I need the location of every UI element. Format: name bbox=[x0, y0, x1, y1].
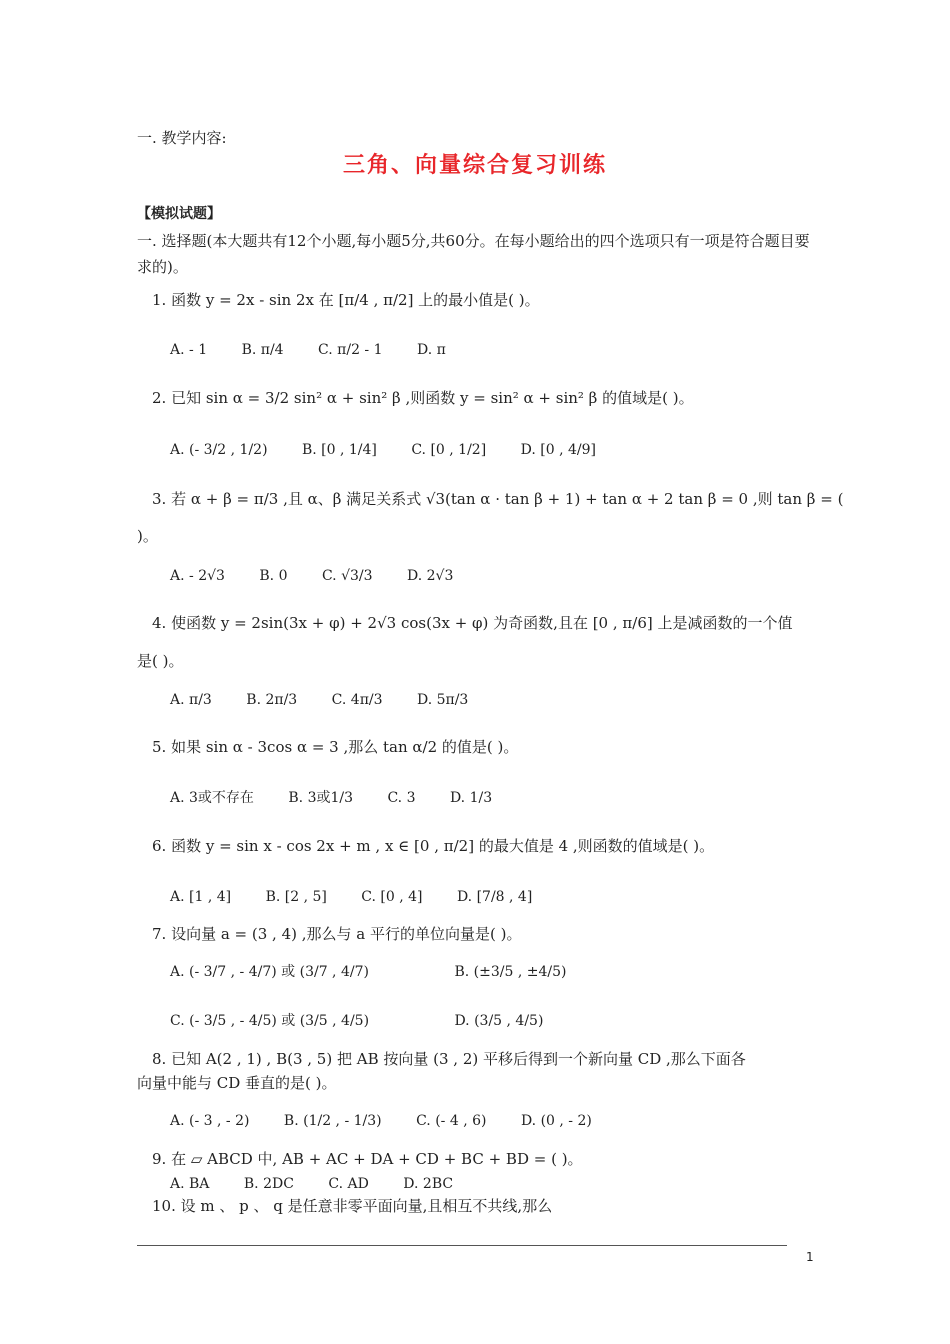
question-7-stem: 7. 设向量 a = (3 , 4) ,那么与 a 平行的单位向量是( )。 bbox=[152, 925, 522, 943]
option-d: D. 2BC bbox=[403, 1176, 454, 1192]
option-b: B. [0 , 1/4] bbox=[301, 442, 377, 458]
question-10-stem: 10. 设 m 、 p 、 q 是任意非零平面向量,且相互不共线,那么 bbox=[152, 1197, 553, 1215]
option-d: D. [7/8 , 4] bbox=[456, 889, 533, 905]
option-a: A. [1 , 4] bbox=[170, 889, 232, 905]
option-c: C. (- 4 , 6) bbox=[416, 1113, 487, 1129]
option-b: B. 3或1/3 bbox=[288, 790, 354, 806]
footer-divider bbox=[137, 1245, 787, 1246]
option-b: B. (±3/5 , ±4/5) bbox=[454, 964, 567, 980]
question-8-stem: 8. 已知 A(2 , 1) , B(3 , 5) 把 AB 按向量 (3 , 2) 平移后得到一个新向量 CD ,那么下面各 bbox=[152, 1050, 746, 1068]
question-7-options-row2 bbox=[170, 1011, 573, 1031]
option-b: B. [2 , 5] bbox=[265, 889, 327, 905]
option-c: C. AD bbox=[328, 1176, 369, 1192]
option-a: A. (- 3 , - 2) bbox=[170, 1113, 250, 1129]
option-c: C. 3 bbox=[387, 790, 416, 806]
question-3-options bbox=[170, 566, 483, 586]
option-d: D. (3/5 , 4/5) bbox=[454, 1013, 544, 1029]
option-a: A. - 1 bbox=[170, 342, 208, 358]
option-a: A. (- 3/2 , 1/2) bbox=[170, 442, 268, 458]
option-c: C. [0 , 4] bbox=[361, 889, 423, 905]
page-title: 三角、向量综合复习训练 bbox=[342, 153, 607, 178]
question-3-stem-cont: )。 bbox=[137, 527, 158, 545]
option-b: B. 2π/3 bbox=[246, 692, 298, 708]
question-9-options bbox=[170, 1174, 483, 1194]
question-4-stem: 4. 使函数 y = 2sin(3x + φ) + 2√3 cos(3x + φ) 为奇函数,且在 [0 , π/6] 上是减函数的一个值 bbox=[152, 614, 793, 632]
option-d: D. (0 , - 2) bbox=[520, 1113, 592, 1129]
question-2-stem: 2. 已知 sin α = 3/2 sin² α + sin² β ,则函数 y = sin² α + sin² β 的值域是( )。 bbox=[152, 389, 694, 407]
page-number: 1 bbox=[806, 1250, 814, 1264]
question-5-stem: 5. 如果 sin α - 3cos α = 3 ,那么 tan α/2 的值是( )。 bbox=[152, 738, 519, 756]
option-c: C. π/2 - 1 bbox=[318, 342, 383, 358]
option-d: D. 1/3 bbox=[449, 790, 493, 806]
option-a: A. π/3 bbox=[170, 692, 212, 708]
subheading: 【模拟试题】 bbox=[137, 206, 221, 222]
question-9-stem: 9. 在 ▱ ABCD 中, AB + AC + DA + CD + BC + BD = ( )。 bbox=[152, 1150, 583, 1168]
option-b: B. π/4 bbox=[241, 342, 284, 358]
option-d: D. 2√3 bbox=[406, 568, 454, 584]
option-a: A. (- 3/7 , - 4/7) 或 (3/7 , 4/7) bbox=[170, 964, 369, 980]
option-d: D. 5π/3 bbox=[416, 692, 469, 708]
question-7-options-row1 bbox=[170, 962, 596, 982]
option-c: C. (- 3/5 , - 4/5) 或 (3/5 , 4/5) bbox=[170, 1013, 370, 1029]
question-1-stem: 1. 函数 y = 2x - sin 2x 在 [π/4 , π/2] 上的最小值是( )。 bbox=[152, 291, 540, 309]
option-d: D. π bbox=[416, 342, 446, 358]
option-a: A. - 2√3 bbox=[170, 568, 225, 584]
option-c: C. [0 , 1/2] bbox=[411, 442, 487, 458]
question-8-options bbox=[170, 1111, 622, 1131]
option-c: C. √3/3 bbox=[321, 568, 373, 584]
question-4-options bbox=[170, 690, 498, 710]
section-label: 一. 教学内容: bbox=[137, 129, 227, 147]
question-5-options bbox=[170, 788, 522, 808]
option-b: B. (1/2 , - 1/3) bbox=[283, 1113, 382, 1129]
option-a: A. 3或不存在 bbox=[170, 790, 254, 806]
question-1-options bbox=[170, 340, 476, 360]
question-4-stem-cont: 是( )。 bbox=[137, 652, 184, 670]
option-b: B. 0 bbox=[259, 568, 288, 584]
question-2-options bbox=[170, 440, 626, 460]
question-6-stem: 6. 函数 y = sin x - cos 2x + m , x ∈ [0 , π/2] 的最大值是 4 ,则函数的值域是( )。 bbox=[152, 837, 715, 855]
option-c: C. 4π/3 bbox=[331, 692, 383, 708]
option-a: A. BA bbox=[170, 1176, 210, 1192]
option-b: B. 2DC bbox=[243, 1176, 294, 1192]
question-3-stem: 3. 若 α + β = π/3 ,且 α、β 满足关系式 √3(tan α · tan β + 1) + tan α + 2 tan β = 0 ,则 tan β = ( bbox=[152, 490, 844, 508]
question-8-stem-cont: 向量中能与 CD 垂直的是( )。 bbox=[137, 1074, 337, 1092]
question-6-options bbox=[170, 887, 562, 907]
option-d: D. [0 , 4/9] bbox=[520, 442, 596, 458]
intro-paragraph: 一. 选择题(本大题共有12个小题,每小题5分,共60分。在每小题给出的四个选项只有一项是符合题目要求的)。 bbox=[137, 232, 810, 276]
